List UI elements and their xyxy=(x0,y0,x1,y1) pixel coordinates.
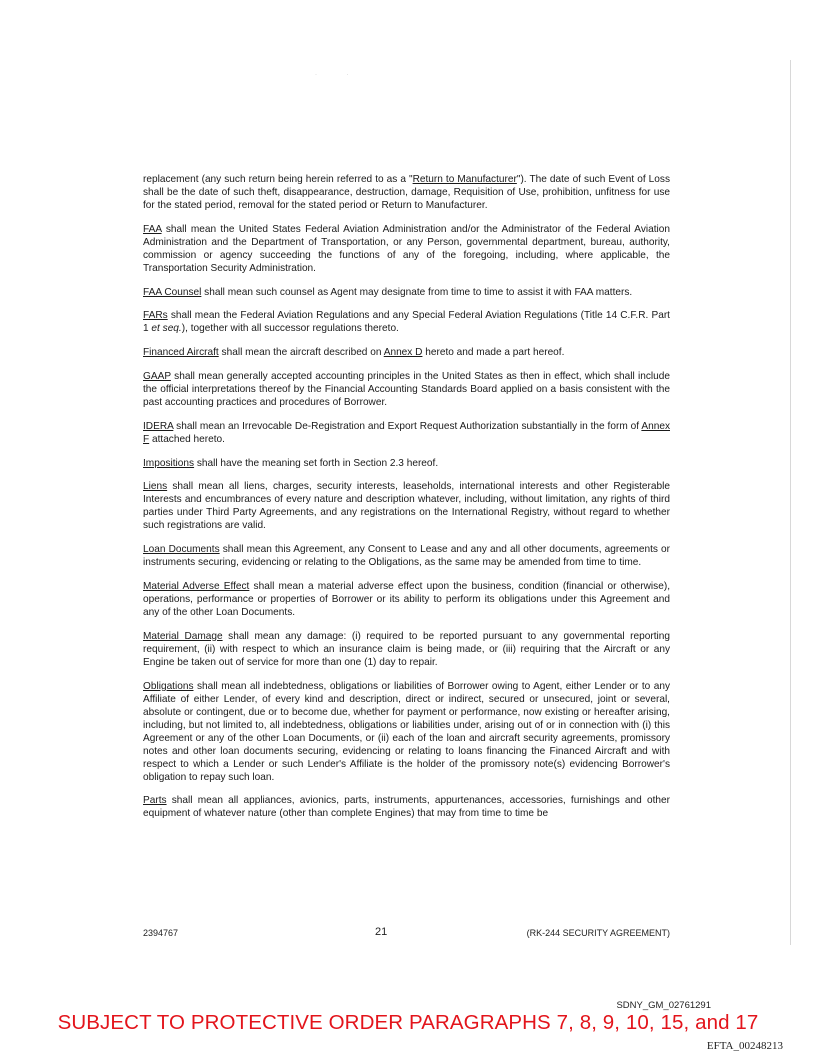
definition-paragraph-continuation xyxy=(143,173,670,212)
definition-text: shall mean such counsel as Agent may designate from time to time to assist it with FAA matters. xyxy=(201,286,633,298)
definition-paragraph-obligations xyxy=(143,680,670,784)
document-number: 2394767 xyxy=(143,928,179,938)
definition-text: shall mean all liens, charges, security interests, leaseholds, international interests and other Registerable Interests and encumbrances of every nature and description whatever, including, without limitation, any rights of third parties under Third Party Agreements, and any registrations on the International Registry, without regard to whether such registrations are valid. xyxy=(143,481,670,532)
defined-term: Material Damage xyxy=(143,630,223,642)
definition-text: shall mean a material adverse effect upon the business, condition (financial or otherwise), operations, performance or properties of Borrower or its ability to perform its obligations under this Agreement and any of the other Loan Documents. xyxy=(143,580,670,618)
definition-text: hereto and made a part hereof. xyxy=(422,347,565,359)
definition-paragraph-faa xyxy=(143,223,670,275)
defined-term: FARs xyxy=(143,310,168,322)
definition-paragraph-financed-aircraft xyxy=(143,346,670,359)
definition-text: shall mean all indebtedness, obligations or liabilities of Borrower owing to Agent, either Lender or to any Affiliate of either Lender, of every kind and description, direct or indirect, secured or unsecured, joint or several, absolute or contingent, due or to become due, whether for payment or performance, now existing or hereafter arising, including, but not limited to, all indebtedness, obligations or liabilities under, arising out of or in connection with (i) this Agreement or any of the other Loan Documents, or (ii) each of the loan and aircraft security agreements, promissory notes and other loan documents securing, evidencing or relating to loans financing the Financed Aircraft and with respect to which a Lender or such Lender's Affiliate is the holder of the promissory note(s) evidencing Borrower's obligation to repay such loan. xyxy=(143,680,670,783)
defined-term: GAAP xyxy=(143,370,171,382)
defined-term: Liens xyxy=(143,481,168,493)
scan-specks: · · xyxy=(315,72,363,78)
defined-term: IDERA xyxy=(143,420,174,432)
page-edge-rule xyxy=(790,60,791,945)
defined-term: Financed Aircraft xyxy=(143,347,219,359)
document-title: (RK-244 SECURITY AGREEMENT) xyxy=(526,928,670,938)
definition-text: ), together with all successor regulations thereto. xyxy=(181,323,399,335)
annex-reference: Annex D xyxy=(383,347,423,359)
definition-paragraph-material-adverse-effect xyxy=(143,580,670,619)
defined-term: Parts xyxy=(143,795,167,807)
definition-paragraph-liens xyxy=(143,480,670,532)
page-number: 21 xyxy=(375,926,388,938)
definition-text: shall mean the United States Federal Aviation Administration and/or the Administrator of the Federal Aviation Administration and the Department of Transportation, or any Person, governmental department, bureau, authority, commission or agency succeeding the functions of any of the foregoing, including, where applicable, the Transportation Security Administration. xyxy=(143,223,670,274)
defined-term: Impositions xyxy=(143,457,195,469)
definition-paragraph-faa-counsel xyxy=(143,286,670,299)
definition-paragraph-impositions xyxy=(143,457,670,470)
page-footer xyxy=(143,928,670,942)
defined-term: FAA xyxy=(143,223,162,235)
paragraph-text: replacement (any such return being herein referred to as a " xyxy=(143,174,413,185)
definition-text: shall mean all appliances, avionics, parts, instruments, appurtenances, accessories, furnishings and other equipment of whatever nature (other than complete Engines) that may from time to time be xyxy=(143,795,670,820)
latin-phrase: et seq. xyxy=(151,323,182,335)
bates-number: SDNY_GM_02761291 xyxy=(616,1000,711,1011)
definition-text: shall mean the aircraft described on xyxy=(218,347,384,359)
paragraph-text: "). The date of such Event of Loss shall be the date of such theft, disappearance, destruction, damage, Requisition of Use, prohibition, unfitness for use for the stated period, removal for the stated period or Return to Manufacturer. xyxy=(143,174,670,211)
definition-text: shall mean this Agreement, any Consent to Lease and any and all other documents, agreements or instruments securing, evidencing or relating to the Obligations, as the same may be amended from time to time. xyxy=(143,544,671,569)
defined-term: Obligations xyxy=(143,680,194,692)
definition-text: shall mean an Irrevocable De-Registration and Export Request Authorization substantially in the form of xyxy=(173,420,642,432)
definition-paragraph-gaap xyxy=(143,370,670,409)
definition-paragraph-material-damage xyxy=(143,630,670,669)
definition-paragraph-loan-documents xyxy=(143,543,670,569)
efta-number: EFTA_00248213 xyxy=(706,1040,783,1052)
definition-paragraph-parts xyxy=(143,794,670,820)
definition-paragraph-idera xyxy=(143,420,670,446)
defined-term: Material Adverse Effect xyxy=(143,580,250,592)
definition-text: shall have the meaning set forth in Section 2.3 hereof. xyxy=(194,457,439,469)
definition-text: shall mean the Federal Aviation Regulations and any Special Federal Aviation Regulations (Title 14 C.F.R. Part 1 xyxy=(143,310,670,335)
definition-text: shall mean generally accepted accounting principles in the United States as then in effect, which shall include the official interpretations thereof by the Financial Accounting Standards Board applied on a basis consistent with the past accounting practices and procedures of Borrower. xyxy=(143,370,670,408)
protective-order-banner: SUBJECT TO PROTECTIVE ORDER PARAGRAPHS 7, 8, 9, 10, 15, and 17 xyxy=(57,1011,759,1034)
definition-paragraph-fars xyxy=(143,309,670,335)
defined-term: Loan Documents xyxy=(143,544,220,556)
document-body xyxy=(143,173,670,831)
annex-reference: Annex F xyxy=(143,420,670,445)
definition-text: attached hereto. xyxy=(149,433,225,445)
defined-term-inline: Return to Manufacturer xyxy=(412,174,517,185)
defined-term: FAA Counsel xyxy=(143,286,202,298)
definition-text: shall mean any damage: (i) required to be reported pursuant to any governmental reporting requirement, (ii) with respect to which an insurance claim is being made, or (iii) requiring that the Aircraft or any Engine be taken out of service for more than one (1) day to repair. xyxy=(143,630,670,668)
